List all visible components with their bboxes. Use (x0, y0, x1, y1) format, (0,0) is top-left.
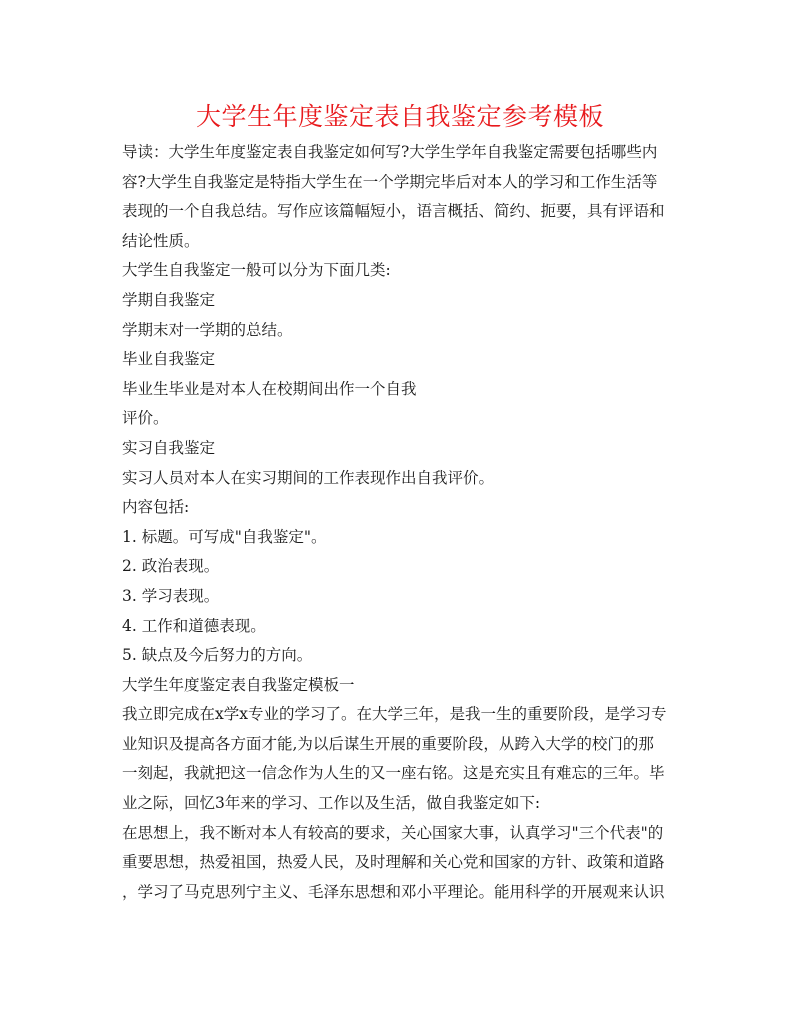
type-name-graduation: 毕业自我鉴定 (122, 350, 216, 369)
body-line: 一刻起，我就把这一信念作为人生的又一座右铭。这是充实且有难忘的三年。毕 (122, 764, 665, 783)
body-line: ，学习了马克思列宁主义、毛泽东思想和邓小平理论。能用科学的开展观来认识 (122, 882, 665, 901)
body-line: 我立即完成在x学x专业的学习了。在大学三年，是我一生的重要阶段，是学习专 (122, 705, 667, 724)
type-desc-graduation: 评价。 (122, 409, 169, 428)
types-section (122, 256, 678, 493)
intro-line: 容?大学生自我鉴定是特指大学生在一个学期完毕后对本人的学习和工作生活等 (122, 172, 658, 191)
content-list-item: 2. 政治表现。 (122, 557, 220, 576)
content-section (122, 493, 678, 671)
type-desc-internship: 实习人员对本人在实习期间的工作表现作出自我评价。 (122, 468, 495, 487)
content-list-item: 3. 学习表现。 (122, 586, 220, 605)
intro-line: 导读：大学生年度鉴定表自我鉴定如何写?大学生学年自我鉴定需要包括哪些内 (122, 143, 658, 161)
document-page (122, 100, 678, 907)
body-line: 重要思想，热爱祖国，热爱人民，及时理解和关心党和国家的方针、政策和道路 (122, 853, 665, 872)
content-list-item: 4. 工作和道德表现。 (122, 616, 266, 635)
types-heading: 大学生自我鉴定一般可以分为下面几类: (122, 261, 391, 280)
body-line: 业之际，回忆3年来的学习、工作以及生活，做自我鉴定如下: (122, 794, 541, 813)
type-name-internship: 实习自我鉴定 (122, 438, 216, 457)
template-section (122, 671, 678, 908)
body-line: 业知识及提高各方面才能,为以后谋生开展的重要阶段，从跨入大学的校门的那 (122, 734, 654, 753)
body-line: 在思想上，我不断对本人有较高的要求，关心国家大事，认真学习"三个代表"的 (122, 823, 664, 842)
intro-line: 结论性质。 (122, 231, 200, 250)
type-desc-graduation: 毕业生毕业是对本人在校期间出作一个自我 (122, 379, 417, 398)
content-list-item: 1. 标题。可写成"自我鉴定"。 (122, 527, 327, 546)
intro-paragraph (122, 138, 678, 256)
type-desc-semester: 学期末对一学期的总结。 (122, 320, 293, 339)
type-name-semester: 学期自我鉴定 (122, 290, 216, 309)
document-title: 大学生年度鉴定表自我鉴定参考模板 (195, 102, 604, 131)
template-heading: 大学生年度鉴定表自我鉴定模板一 (122, 675, 355, 694)
content-heading: 内容包括: (122, 498, 190, 517)
intro-line: 表现的一个自我总结。写作应该篇幅短小，语言概括、简约、扼要，具有评语和 (122, 202, 665, 221)
content-list-item: 5. 缺点及今后努力的方向。 (122, 646, 313, 665)
